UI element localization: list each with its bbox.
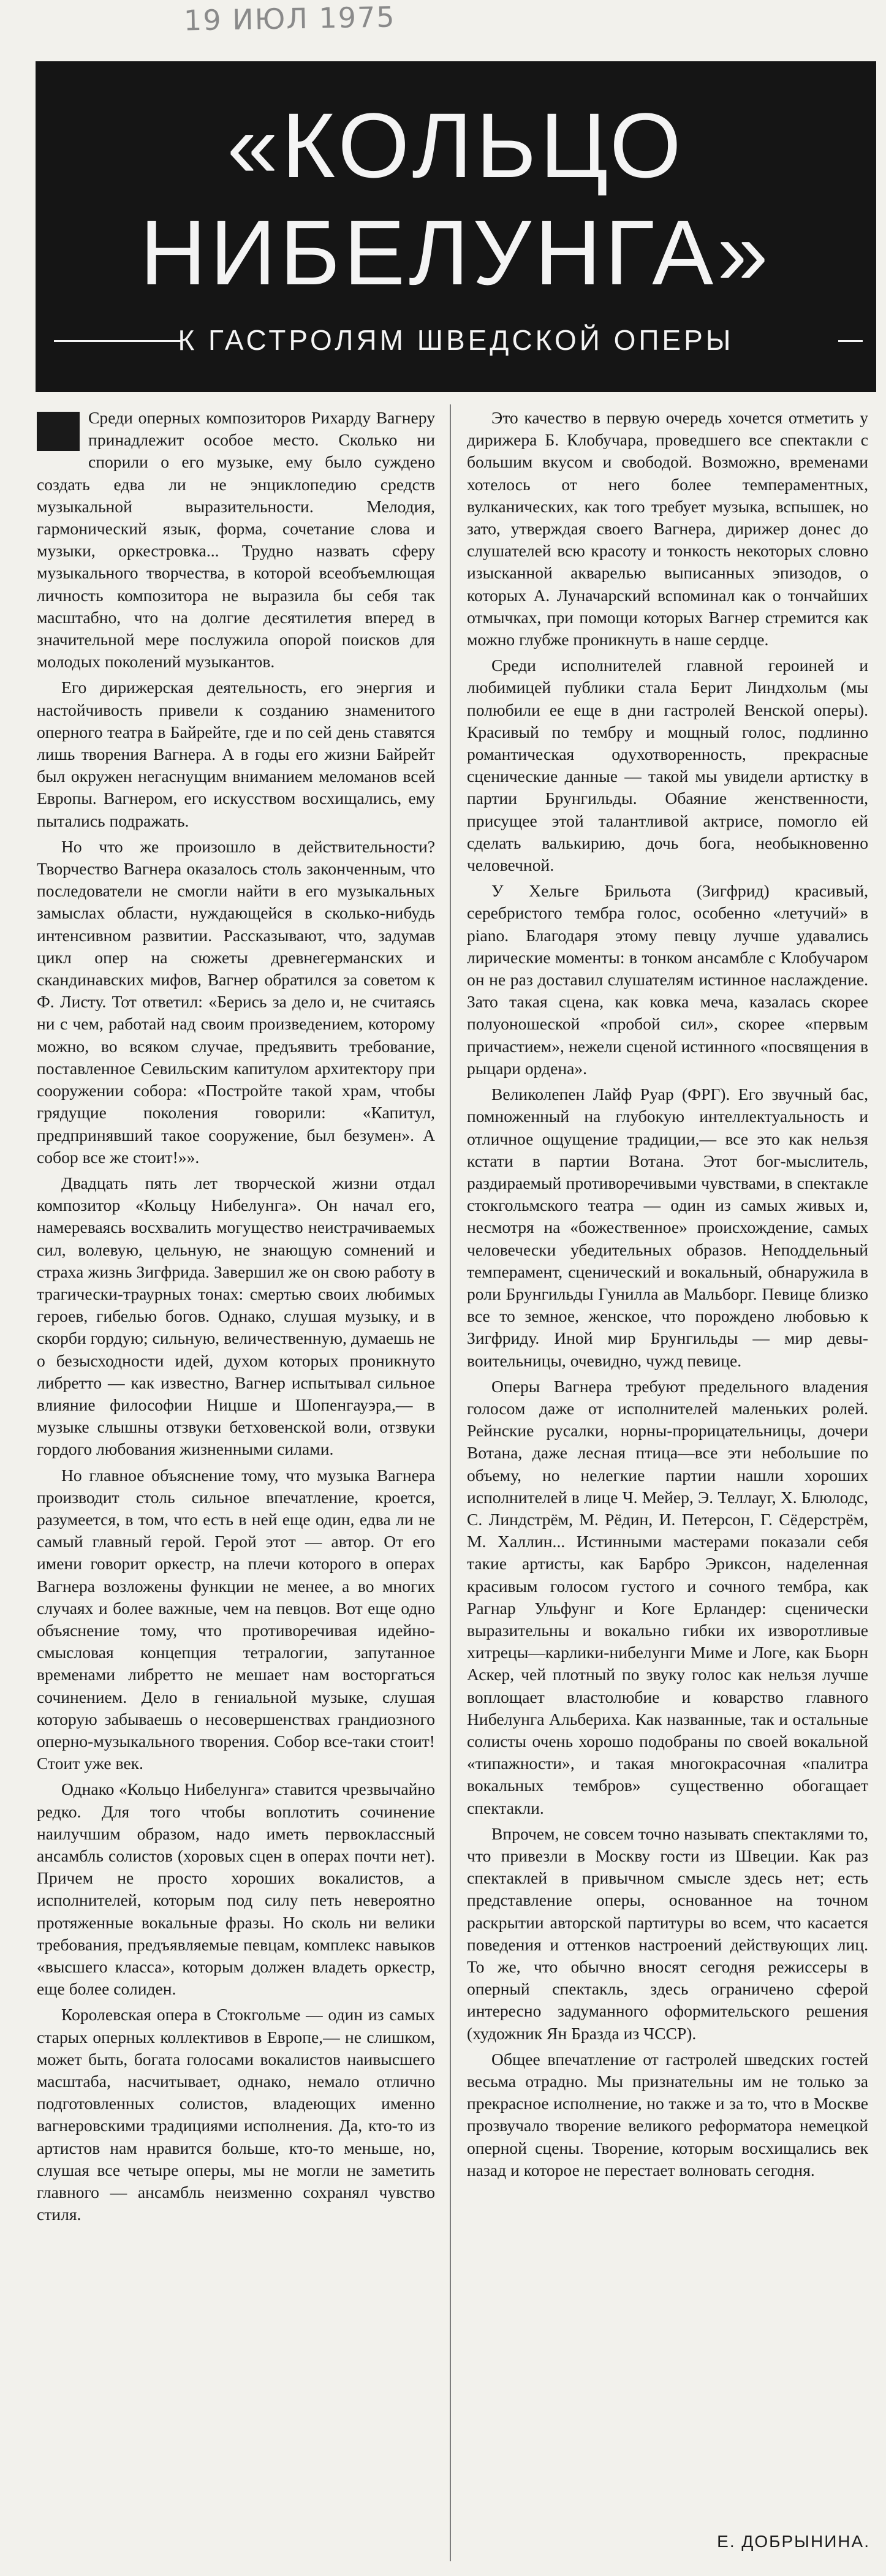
author-signature: Е. ДОБРЫНИНА. <box>717 2532 870 2551</box>
article-subtitle: К ГАСТРОЛЯМ ШВЕДСКОЙ ОПЕРЫ <box>178 324 734 356</box>
paragraph: Но что же произошло в действительности? Творчество Вагнера оказалось столь законченным, что последователи не смогли найти в его музыкальных замыслах области, нуждающейся в сколько-нибудь интенсивном развитии. Рассказывают, что, задумав цикл опер на сюжеты древнегерманских и скандинавских мифов, Вагнер обратился за советом к Ф. Листу. Тот ответил: «Берись за дело и, не считаясь ни с чем, работай над своим произведением, которому можно, во всяком случае, предъявить требование, поставленное Севильским капитулом архитектору при сооружении собора: «Постройте такой храм, чтобы грядущие поколения говорили: «Капитул, предпринявший такое сооружение, был безумен». А собор все же стоит!»». <box>37 836 435 1167</box>
paragraph: Впрочем, не совсем точно называть спектаклями то, что привезли в Москву гости из Швеции. Как раз спектаклей в привычном смысле здесь нет; есть представление оперы, основанное на точном раскрытии авторской партитуры во всем, что касается поведения и оттенков настроений действующих лиц. То же, что обычно вносят сегодня режиссеры в оперный спектакль, здесь ограничено сферой интересно задуманного оформительского решения (художник Ян Бразда из ЧССР). <box>467 1824 868 2043</box>
paragraph: Это качество в первую очередь хочется отметить у дирижера Б. Клобучара, проведшего все спектакли с большим вкусом и свободой. Возможно, временами хотелось от него более темпераментных, вулканических, как того требует музыка, вспышек, но зато, утверждая своего Вагнера, дирижер донес до слушателей всю красоту и тонкость некоторых словно изысканной акварелью выписанных эпизодов, о которых А. Луначарский вспоминал как о тончайших отмычках, при помощи которых Вагнер стремится как можно глубже проникнуть в наше сердце. <box>467 408 868 650</box>
subtitle-rule-right <box>838 340 863 342</box>
paragraph: Общее впечатление от гастролей шведских гостей весьма отрадно. Мы признательны им не только за прекрасное исполнение, но также и за то, что в Москве прозвучало творение великого реформатора немецкой оперной сцены. Творение, которым восхищались век назад и которое не перестает волновать сегодня. <box>467 2049 868 2180</box>
masthead <box>36 61 876 392</box>
paragraph: Двадцать пять лет творческой жизни отдал композитор «Кольцу Нибелунга». Он начал его, намереваясь восхвалить могущество неистрачиваемых сил, волевую, цельную, не знающую сомнений и страха жизнь Зигфрида. Завершил же он свою работу в трагически-траурных тонах: смертью своих любимых героев, гибелью богов. Однако, слушая музыку, и в скорби гордую; сильную, величественную, думаешь не о безысходности идей, духом которых проникнуто либретто — как известно, Вагнер испытывал сильное влияние философии Ницше и Шопенгауэра,— в музыке слышны отзвуки бетховенской воли, отзвуки гордого любования жизненными силами. <box>37 1173 435 1459</box>
paragraph: У Хельге Брильота (Зигфрид) красивый, серебристого тембра голос, особенно «летучий» в piano. Благодаря этому певцу лучше удавались лирические моменты: в тонком ансамбле с Клобучаром он не раз доставил слушателям истинное наслаждение. Зато такая сцена, как ковка меча, казалась скорее полуоношеской «пробой сил», скорее «первым причастием», нежели сценой истинного «посвящения в рыцари ордена». <box>467 881 868 1078</box>
paragraph: Среди исполнителей главной героиней и любимицей публики стала Берит Линдхольм (мы полюбили ее еще в дни гастролей Венской оперы). Красивый по тембру и мощный голос, подлинно романтическая одухотворенность, прекрасные сценические данные — такой мы увидели артистку в партии Брунгильды. Обаяние женственности, присущее этой талантливой актрисе, помогло ей сделать валькирию, дочь бога, необыкновенно человечной. <box>467 656 868 875</box>
article-column-right <box>467 407 868 2185</box>
paragraph: Но главное объяснение тому, что музыка Вагнера производит столь сильное впечатление, кроется, разумеется, в том, что есть в ней еще один, едва ли не самый главный герой. Герой этот — автор. От его имени говорит оркестр, на плечи которого в операх Вагнера возложены функции не менее, а во многих случаях и более важные, чем на певцов. Вот еще одно объяснение тому, что противоречивая идейно-смысловая концепция тетралогии, запутанное временами либретто не мешает нам восторгаться сочинением. Дело в гениальной музыке, слушая которую забываешь о несовершенствах грандиозного оперно-музыкального творения. Собор все-таки стоит! Стоит уже век. <box>37 1465 435 1773</box>
paragraph: Оперы Вагнера требуют предельного владения голосом даже от исполнителей маленьких ролей. Рейнские русалки, норны-прорицательницы, дочери Вотана, даже лесная птица—все эти небольшие по объему, но нелегкие партии нашли хороших исполнителей в лице Ч. Мейер, Э. Теллауг, Х. Блюлодс, С. Линдстрём, М. Рёдин, И. Петерсон, Г. Сёдерстрём, М. Халлин... Истинными мастерами показали себя такие артисты, как Барбро Эриксон, наделенная красивым голосом густого и сочного тембра, как Рагнар Ульфунг и Коге Ерландер: сценически выразительны и вокально гибки их изворотливые хитрецы—карлики-нибелунги Миме и Логе, как Бьорн Аскер, чей плотный по звуку голос как нельзя лучше воплощает властолюбие и коварство главного Нибелунга Альбериха. Как названные, так и остальные солисты очень хорошо подобраны по своей вокальной «типажности», и такая многокрасочная «палитра вокальных тембров» существенно обогащает спектакли. <box>467 1376 868 1817</box>
article-title: «КОЛЬЦО НИБЕЛУНГА» <box>140 94 772 304</box>
article-column-left <box>37 407 435 2229</box>
date-stamp: 19 ИЮЛ 1975 <box>183 0 396 37</box>
paragraph: Его дирижерская деятельность, его энергия и настойчивость привели к созданию знаменитого оперного театра в Байрейте, где и по сей день ставятся лишь творения Вагнера. А в годы его жизни Байрейт был окружен негаснущим вниманием меломанов всей Европы. Вагнером, его искусством восхищались, ему пытались подражать. <box>37 678 435 830</box>
column-divider <box>450 404 451 2561</box>
paragraph: Среди оперных композиторов Рихарду Вагнеру принадлежит особое место. Сколько ни спорили о его музыке, ему было суждено создать едва ли не энциклопедию средств музыкальной выразительности. Мелодия, гармонический язык, форма, сочетание слова и музыки, оркестровка... Трудно назвать сферу музыкального творчества, в которой всеобъемлющая личность композитора не выразила бы себя так масштабно, что на долгие десятилетия вперед в значительной мере послужила опорой поисков для молодых поколений музыкантов. <box>37 408 435 672</box>
paragraph: Великолепен Лайф Руар (ФРГ). Его звучный бас, помноженный на глубокую интеллектуальность и отличное ощущение традиции,— все это как нельзя кстати в партии Вотана. Этот бог-мыслитель, раздираемый противоречивыми чувствами, в спектакле стокгольмского театра — один из самых живых и, несмотря на «божественное» происхождение, самых человечески убедительных образов. Неподдельный темперамент, сценический и вокальный, обнаружила в роли Брунгильды Гунилла ав Мальборг. Певице близко все то земное, женское, что порождено любовью к Зигфриду. Иной мир Брунгильды — мир девы-воительницы, очевидно, чужд певице. <box>467 1085 868 1370</box>
paragraph: Однако «Кольцо Нибелунга» ставится чрезвычайно редко. Для того чтобы воплотить сочинение наилучшим образом, надо иметь первоклассный ансамбль солистов (хоровых сцен в операх почти нет). Причем не просто хороших вокалистов, а исполнителей, которым под силу петь невероятно протяженные вокальные фразы. Но сколь ни велики требования, предъявляемые певцам, комплекс навыков «высшего класса», которым должен владеть оркестр, еще более солиден. <box>37 1779 435 1999</box>
paragraph: Королевская опера в Стокгольме — один из самых старых оперных коллективов в Европе,— не слишком, может быть, богата голосами вокалистов наивысшего масштаба, насчитывает, однако, немало отлично подготовленных солистов, владеющих именно вагнеровскими традициями исполнения. Да, кто-то из артистов нам нравится больше, кто-то меньше, но, слушая все четыре оперы, мы не могли не заметить главного — ансамбль неизменно сохранял чувство стиля. <box>37 2005 435 2224</box>
drop-cap-block <box>37 412 80 451</box>
